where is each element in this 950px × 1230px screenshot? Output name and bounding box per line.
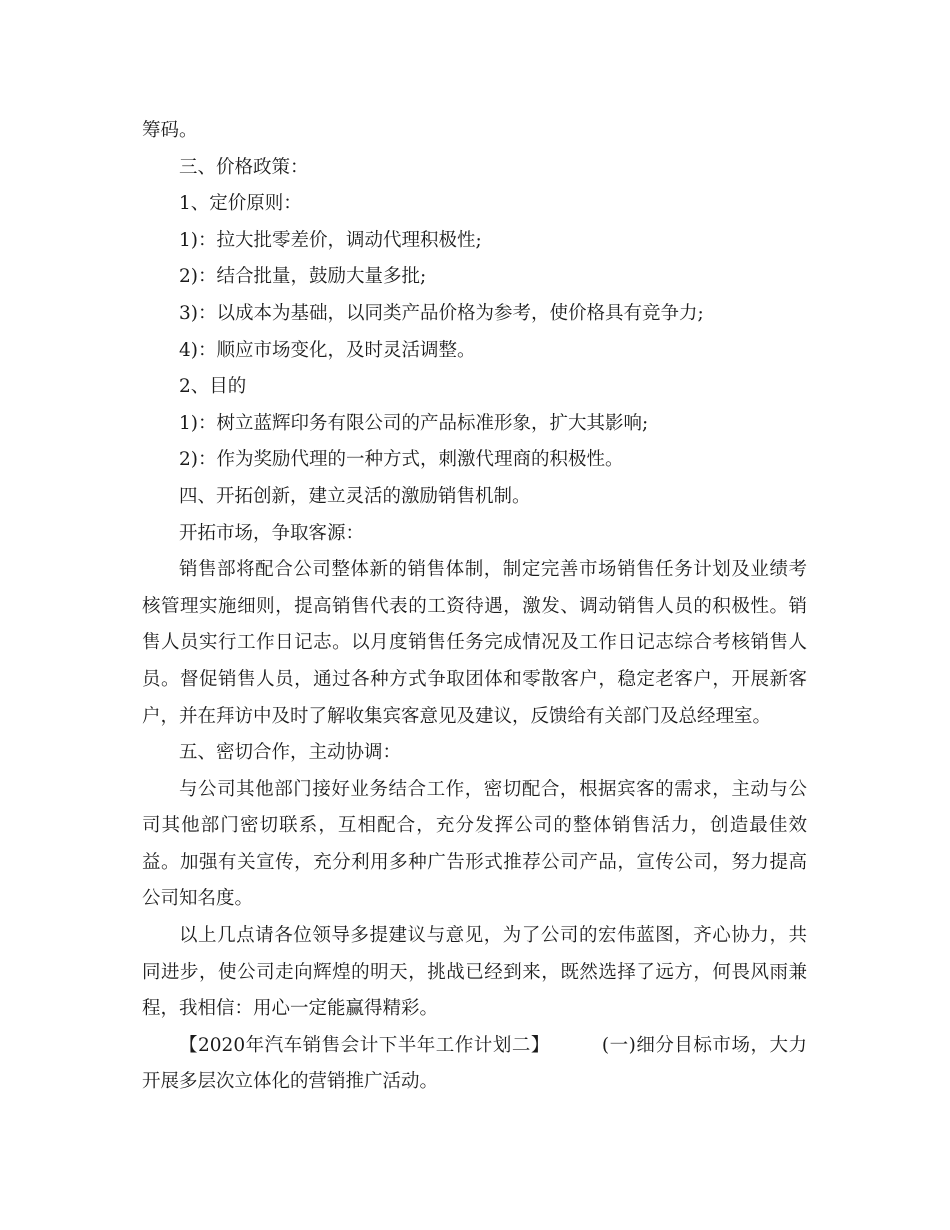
list-item: 3)：以成本为基础，以同类产品价格为参考，使价格具有竞争力; [179, 302, 704, 324]
list-item: 2)：作为奖励代理的一种方式，刺激代理商的积极性。 [179, 449, 624, 471]
section-heading-pricing: 三、价格政策： [179, 156, 309, 178]
subheading-purpose: 2、目的 [179, 376, 247, 398]
section-heading-innovation: 四、开拓创新，建立灵活的激励销售机制。 [179, 485, 531, 507]
list-item: 2)：结合批量，鼓励大量多批; [179, 266, 427, 288]
section-heading-cooperation: 五、密切合作，主动协调： [179, 742, 402, 764]
paragraph: 筹码。 [142, 120, 198, 141]
paragraph: 以上几点请各位领导多提建议与意见，为了公司的宏伟蓝图，齐心协力，共同进步，使公司走向辉煌的明天，挑战已经到来，既然选择了远方，何畏风雨兼程，我相信：用心一定能赢得精彩。 [142, 925, 807, 1020]
paragraph: 销售部将配合公司整体新的销售体制，制定完善市场销售任务计划及业绩考核管理实施细则，提高销售代表的工资待遇，激发、调动销售人员的积极性。销售人员实行工作日记志。以月度销售任务完成情况及工作日记志综合考核销售人员。督促销售人员，通过各种方式争取团体和零散客户，稳定老客户，开展新客户，并在拜访中及时了解收集宾客意见及建议，反馈给有关部门及总经理室。 [142, 559, 807, 727]
plan-two-body: (一)细分目标市场，大力开展多层次立体化的营销推广活动。 [142, 1034, 807, 1093]
list-item: 1)：树立蓝辉印务有限公司的产品标准形象，扩大其影响; [179, 412, 649, 434]
paragraph: 与公司其他部门接好业务结合工作，密切配合，根据宾客的需求，主动与公司其他部门密切联系，互相配合，充分发挥公司的整体销售活力，创造最佳效益。加强有关宣传，充分利用多种广告形式推荐公司产品，宣传公司，努力提高公司知名度。 [142, 778, 807, 910]
list-item: 4)：顺应市场变化，及时灵活调整。 [179, 339, 476, 361]
paragraph: 开拓市场，争取客源： [179, 522, 365, 544]
plan-two-heading: 【2020年汽车销售会计下半年工作计划二】 [179, 1034, 550, 1056]
final-paragraph [142, 1028, 807, 1101]
subheading-pricing-principle: 1、定价原则： [179, 193, 302, 215]
list-item: 1)：拉大批零差价，调动代理积极性; [179, 229, 482, 251]
document-body [142, 113, 807, 1101]
